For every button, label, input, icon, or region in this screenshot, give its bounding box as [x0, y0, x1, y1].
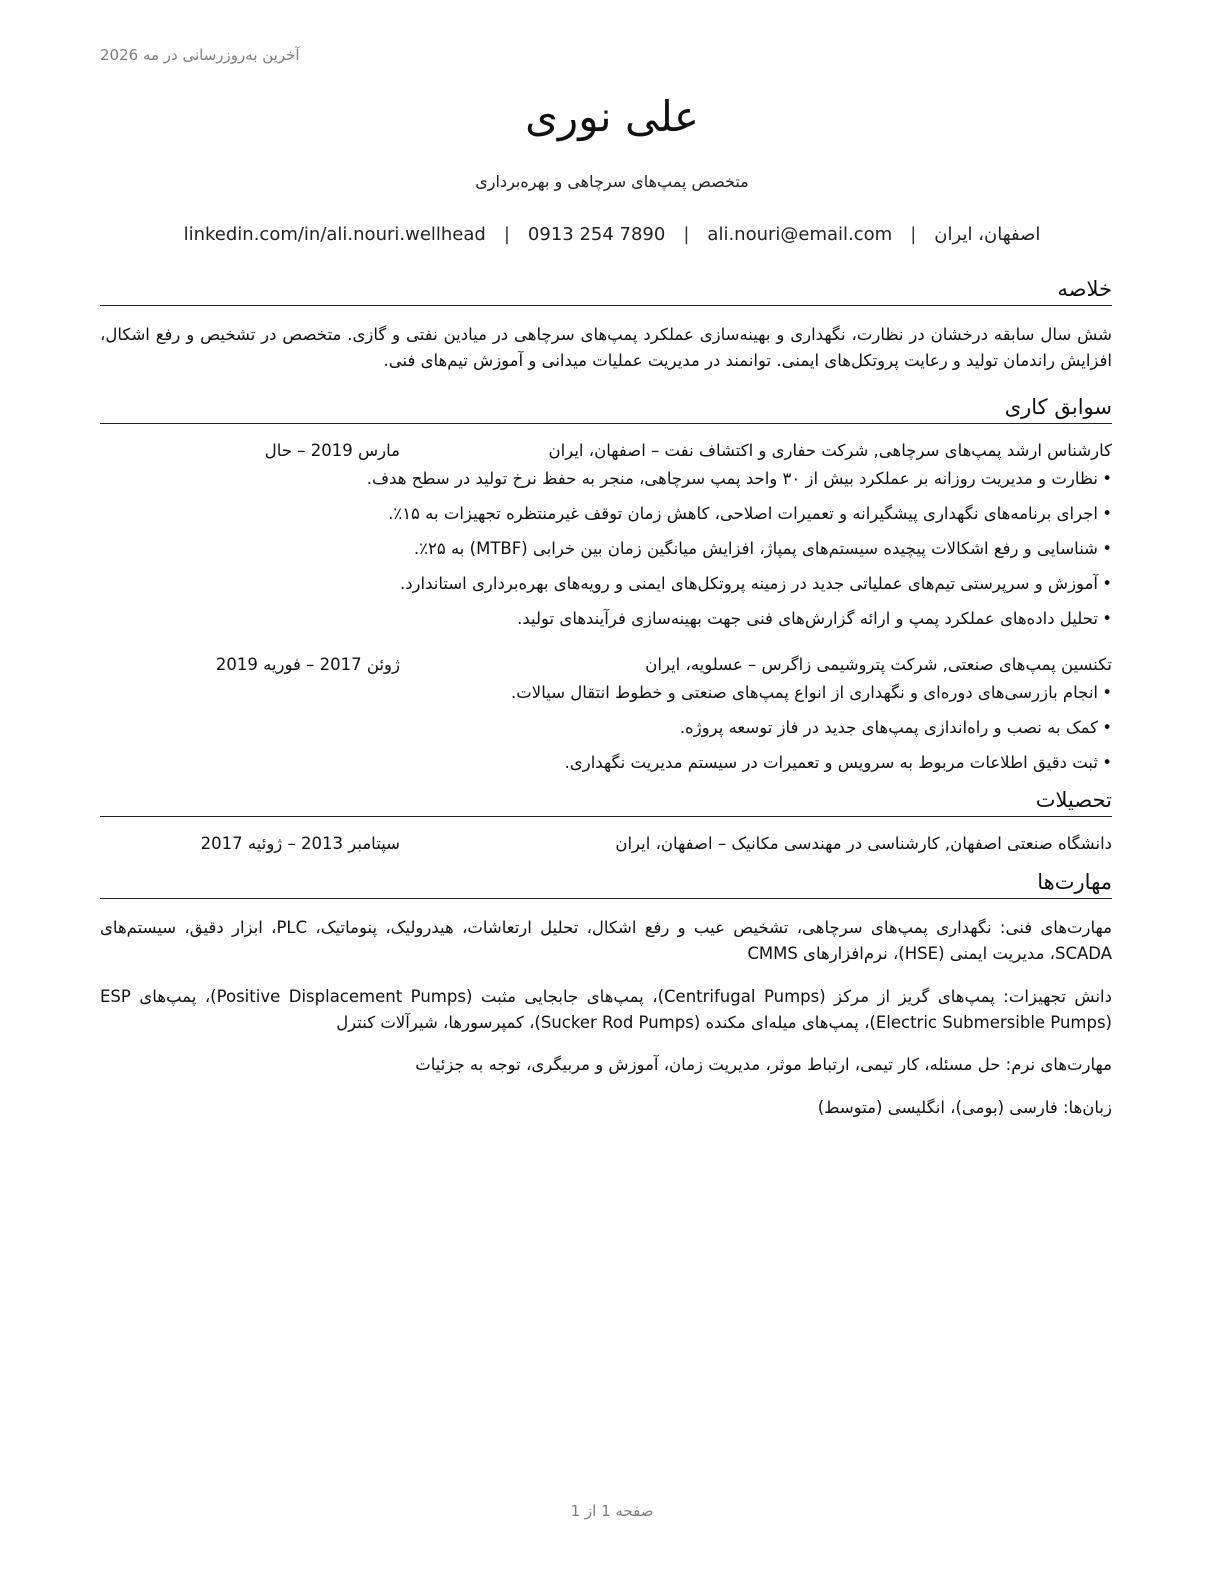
job-bullet: • نظارت و مدیریت روزانه بر عملکرد بیش از ۳۰ واحد پمپ سرچاهی، منجر به حفظ نرخ تولید در سطح هدف.: [100, 466, 1112, 492]
resume-body: [100, 274, 1112, 1137]
contact-separator: |: [683, 224, 690, 245]
skills-technical: مهارت‌های فنی: نگهداری پمپ‌های سرچاهی، تشخیص عیب و رفع اشکال، تحلیل ارتعاشات، هیدرولیک، پنوماتیک، PLC، ابزار دقیق، سیستم‌های SCADA، مدیریت ایمنی (HSE)، نرم‌افزارهای CMMS: [100, 918, 1112, 963]
job-bullet: • کمک به نصب و راه‌اندازی پمپ‌های جدید در فاز توسعه پروژه.: [100, 715, 1112, 741]
experience-heading: سوابق کاری: [100, 392, 1112, 424]
job-dates: ژوئن 2017 – فوریه 2019: [215, 655, 400, 674]
job-entry: [100, 652, 1112, 776]
skills-soft: مهارت‌های نرم: حل مسئله، کار تیمی، ارتباط موثر، مدیریت زمان، آموزش و مربیگری، توجه به جزئیات: [415, 1055, 1112, 1074]
contact-location: اصفهان، ایران: [934, 224, 1041, 245]
job-bullet: • آموزش و سرپرستی تیم‌های عملیاتی جدید در زمینه پروتکل‌های ایمنی و رویه‌های بهره‌برداری استاندارد.: [100, 571, 1112, 597]
contact-separator: |: [503, 224, 510, 245]
job-title-org: کارشناس ارشد پمپ‌های سرچاهی, شرکت حفاری و اکتشاف نفت – اصفهان، ایران: [548, 441, 1112, 460]
job-entry: [100, 438, 1112, 632]
job-header: [100, 438, 1112, 464]
job-bullet: • تحلیل داده‌های عملکرد پمپ و ارائه گزارش‌های فنی جهت بهینه‌سازی فرآیندهای تولید.: [100, 606, 1112, 632]
job-bullet: • اجرای برنامه‌های نگهداری پیشگیرانه و تعمیرات اصلاحی، کاهش زمان توقف غیرمنتظره تجهیزات به ۱۵٪.: [100, 501, 1112, 527]
summary-text: شش سال سابقه درخشان در نظارت، نگهداری و بهینه‌سازی عملکرد پمپ‌های سرچاهی در میادین نفتی و گازی. متخصص در تشخیص و رفع اشکال، افزایش راندمان تولید و رعایت پروتکل‌های ایمنی. توانمند در مدیریت عملیات میدانی و آموزش تیم‌های فنی.: [100, 325, 1112, 370]
skills-section: [100, 867, 1112, 1121]
job-header: [100, 652, 1112, 678]
skills-equipment: دانش تجهیزات: پمپ‌های گریز از مرکز (Centrifugal Pumps)، پمپ‌های جابجایی مثبت (Positive Displacement Pumps)، پمپ‌های ESP (Electric Submersible Pumps)، پمپ‌های میله‌ای مکنده (Sucker Rod Pumps)، کمپرسورها، شیرآلات کنترل: [100, 986, 1112, 1032]
education-dates: سپتامبر 2013 – ژوئیه 2017: [200, 834, 400, 853]
job-bullets: [100, 466, 1112, 632]
skills-languages: زبان‌ها: فارسی (بومی)، انگلیسی (متوسط): [817, 1097, 1112, 1117]
contact-email[interactable]: ali.nouri@email.com: [707, 224, 893, 245]
job-bullets: [100, 680, 1112, 776]
candidate-title: متخصص پمپ‌های سرچاهی و بهره‌برداری: [475, 172, 749, 191]
job-dates: مارس 2019 – حال: [264, 441, 400, 460]
contact-separator: |: [910, 224, 917, 245]
summary-section: [100, 274, 1112, 374]
education-entry: [100, 831, 1112, 857]
summary-heading: خلاصه: [100, 274, 1112, 306]
experience-section: [100, 392, 1112, 776]
contact-phone[interactable]: 0913 254 7890: [527, 224, 666, 245]
education-institution-degree: دانشگاه صنعتی اصفهان, کارشناسی در مهندسی مکانیک – اصفهان، ایران: [615, 834, 1112, 853]
contact-linkedin[interactable]: linkedin.com/in/ali.nouri.wellhead: [183, 224, 486, 245]
education-section: [100, 785, 1112, 857]
job-bullet: • انجام بازرسی‌های دوره‌ای و نگهداری از انواع پمپ‌های صنعتی و خطوط انتقال سیالات.: [100, 680, 1112, 706]
education-heading: تحصیلات: [100, 785, 1112, 817]
contact-line: [0, 224, 1224, 245]
job-bullet: • ثبت دقیق اطلاعات مربوط به سرویس و تعمیرات در سیستم مدیریت نگهداری.: [100, 750, 1112, 776]
page-number: صفحه 1 از 1: [570, 1502, 654, 1520]
job-title-org: تکنسین پمپ‌های صنعتی, شرکت پتروشیمی زاگرس – عسلویه، ایران: [645, 655, 1112, 674]
last-updated-note: آخرین به‌روزرسانی در مه 2026: [100, 46, 300, 64]
skills-heading: مهارت‌ها: [100, 867, 1112, 899]
candidate-name: علی نوری: [525, 92, 699, 141]
job-bullet: • شناسایی و رفع اشکالات پیچیده سیستم‌های پمپاژ، افزایش میانگین زمان بین خرابی (MTBF) به ۲۵٪.: [100, 536, 1112, 562]
